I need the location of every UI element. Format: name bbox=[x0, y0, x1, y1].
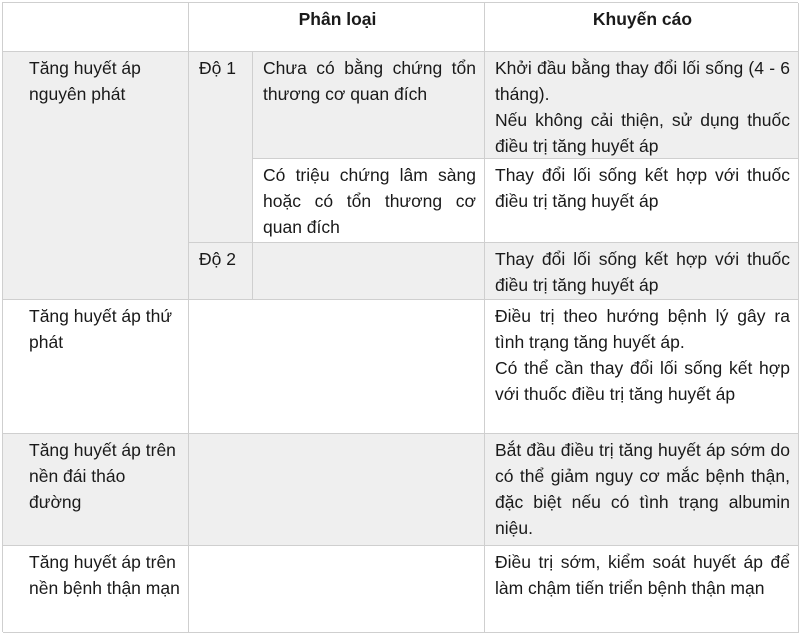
secondary-hypertension-label: Tăng huyết áp thứ phát bbox=[3, 300, 189, 434]
degree-2-label: Độ 2 bbox=[189, 243, 253, 300]
degree-2-recommendation: Thay đổi lối sống kết hợp với thuốc điều trị tăng huyết áp bbox=[485, 243, 799, 300]
secondary-classification-empty bbox=[189, 300, 485, 434]
degree-1-recommendation-no-organ-damage bbox=[485, 52, 799, 159]
diabetes-classification-empty bbox=[189, 434, 485, 546]
diabetes-hypertension-label: Tăng huyết áp trên nền đái tháo đường bbox=[3, 434, 189, 546]
degree-1-recommendation-organ-damage: Thay đổi lối sống kết hợp với thuốc điều trị tăng huyết áp bbox=[485, 159, 799, 243]
recommendation-line: Nếu không cải thiện, sử dụng thuốc điều trị tăng huyết áp bbox=[495, 110, 790, 156]
hypertension-recommendation-table bbox=[2, 2, 798, 632]
degree-1-label: Độ 1 bbox=[189, 52, 253, 243]
renal-hypertension-label: Tăng huyết áp trên nền bệnh thận mạn bbox=[3, 546, 189, 633]
header-empty-cell bbox=[3, 3, 189, 52]
header-classification: Phân loại bbox=[189, 3, 485, 52]
degree-1-condition-no-organ-damage: Chưa có bằng chứng tổn thương cơ quan đích bbox=[253, 52, 485, 159]
recommendation-line: Có thể cần thay đổi lối sống kết hợp với thuốc điều trị tăng huyết áp bbox=[495, 358, 790, 404]
degree-2-condition-empty bbox=[253, 243, 485, 300]
secondary-recommendation bbox=[485, 300, 799, 434]
renal-recommendation: Điều trị sớm, kiểm soát huyết áp để làm chậm tiến triển bệnh thận mạn bbox=[485, 546, 799, 633]
recommendation-line: Điều trị theo hướng bệnh lý gây ra tình trạng tăng huyết áp. bbox=[495, 306, 790, 352]
renal-classification-empty bbox=[189, 546, 485, 633]
header-recommendation: Khuyến cáo bbox=[485, 3, 799, 52]
recommendation-line: Khởi đầu bằng thay đổi lối sống (4 - 6 tháng). bbox=[495, 58, 790, 104]
diabetes-recommendation: Bắt đầu điều trị tăng huyết áp sớm do có thể giảm nguy cơ mắc bệnh thận, đặc biệt nếu có tình trạng albumin niệu. bbox=[485, 434, 799, 546]
primary-hypertension-label: Tăng huyết áp nguyên phát bbox=[3, 52, 189, 300]
degree-1-condition-organ-damage: Có triệu chứng lâm sàng hoặc có tổn thương cơ quan đích bbox=[253, 159, 485, 243]
